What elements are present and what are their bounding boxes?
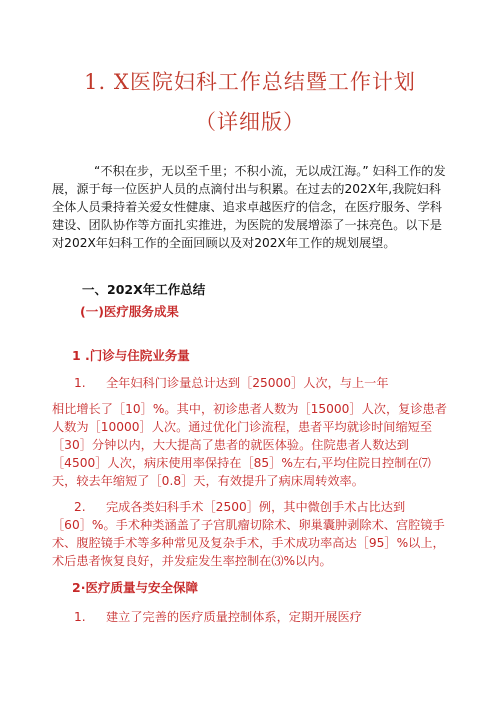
item-number: 1. xyxy=(74,610,86,624)
item-continuation: 相比增长了［10］%。其中，初诊患者人数为［15000］人次，复诊患者人数为［10000］人次。通过优化门诊流程，患者平均就诊时间缩短至［30］分钟以内，大大提高了患者的就医体验。住院患者人数达到［4500］人次，病床使用率保持在［85］%左右,平均住院日控制在⑺天，较去年缩短了［0.8］天，有效提升了病床周转效率。 xyxy=(52,402,447,488)
intro-paragraph: “不积在步，无以至千里；不积小流，无以成江海。” 妇科工作的发展，源于每一位医护人员的点滴付出与积累。在过去的202X年,我院妇科全体人员秉持着关爱女性健康、追求卓越医疗的信念，在医疗服务、学科建设、团队协作等方面扎实推进，为医院的发展增添了一抹亮色。以下是对202X年妇科工作的全面回顾以及对202X年工作的规划展望。 xyxy=(52,164,446,250)
outpatient-heading: 1 .门诊与住院业务量 xyxy=(72,348,190,363)
item-number: 1. xyxy=(74,376,86,390)
item-text: 建立了完善的医疗质量控制体系，定期开展医疗 xyxy=(106,610,362,624)
item-continuation: ［60］%。手术种类涵盖了子宫肌瘤切除术、卵巢囊肿剥除术、宫腔镜手术、腹腔镜手术等多种常见及复杂手术，手术成功率高达［95］%以上，术后患者恢复良好，并发症发生率控制在⑶%以内。 xyxy=(52,518,445,568)
section-heading: 一、202X年工作总结 xyxy=(82,282,206,297)
quality-heading: 2·医疗质量与安全保障 xyxy=(72,580,198,595)
item-text: 全年妇科门诊量总计达到［25000］人次，与上一年 xyxy=(106,376,389,390)
subsection-heading: (一)医疗服务成果 xyxy=(80,304,179,319)
list-item xyxy=(0,498,500,516)
item-text: 完成各类妇科手术［2500］例，其中微创手术占比达到 xyxy=(106,500,406,514)
item-number: 2. xyxy=(74,500,86,514)
list-item xyxy=(0,608,500,626)
list-item xyxy=(0,374,500,392)
doc-subtitle: （详细版） xyxy=(195,110,305,134)
doc-title: 1. X医院妇科工作总结暨工作计划 xyxy=(84,70,416,94)
